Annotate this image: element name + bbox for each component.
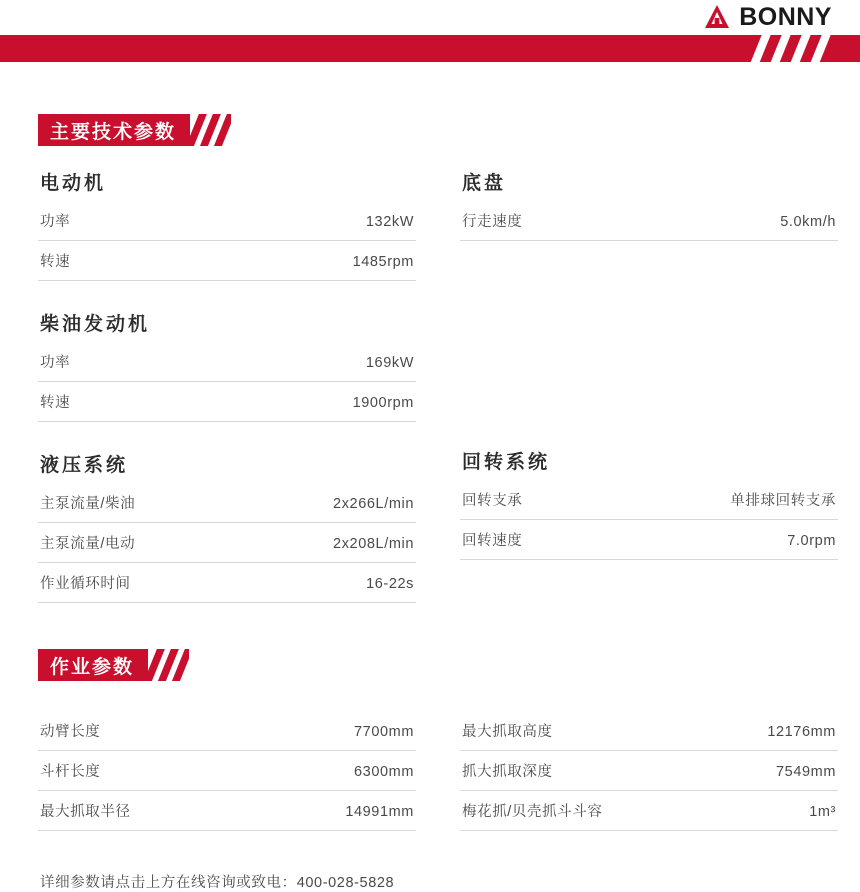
banner-slash-decoration — [148, 649, 189, 681]
spec-value: 7700mm — [353, 724, 414, 740]
spec-label: 斗杆长度 — [40, 764, 101, 780]
table-row — [460, 201, 838, 241]
table-row — [38, 751, 416, 791]
spec-label: 抓大抓取深度 — [462, 764, 553, 780]
spec-value: 2x208L/min — [333, 536, 414, 552]
group-title-chassis: 底盘 — [462, 173, 507, 194]
banner-slash-decoration — [190, 114, 231, 146]
table-row — [38, 241, 416, 281]
section-1-columns — [38, 168, 836, 603]
spec-value: 7.0rpm — [787, 533, 836, 549]
spec-label: 回转支承 — [462, 493, 523, 509]
spec-label: 最大抓取高度 — [462, 724, 553, 740]
spec-value: 2x266L/min — [333, 496, 414, 512]
footer-note: 详细参数请点击上方在线咨询或致电：400-028-5828 — [40, 875, 395, 891]
spec-value: 6300mm — [353, 764, 414, 780]
spec-label: 功率 — [40, 214, 71, 230]
spec-label: 主泵流量/柴油 — [40, 496, 136, 512]
spec-value: 132kW — [365, 214, 414, 230]
spec-label: 行走速度 — [462, 214, 523, 230]
table-row — [460, 711, 838, 751]
section-2-columns — [38, 711, 836, 831]
table-row — [38, 563, 416, 603]
section-2-banner-wrap — [38, 649, 822, 681]
table-row — [38, 382, 416, 422]
spec-value: 单排球回转支承 — [730, 493, 836, 509]
spec-label: 功率 — [40, 355, 71, 371]
section-2-left-column — [38, 711, 416, 831]
table-row — [460, 751, 838, 791]
spec-label: 回转速度 — [462, 533, 523, 549]
spec-content — [0, 62, 860, 892]
table-row — [460, 520, 838, 560]
spec-label: 梅花抓/贝壳抓斗斗容 — [462, 804, 603, 820]
spec-label: 最大抓取半径 — [40, 804, 131, 820]
group-title-diesel-engine: 柴油发动机 — [40, 314, 151, 335]
table-row — [38, 711, 416, 751]
spec-label: 转速 — [40, 395, 71, 411]
spec-label: 主泵流量/电动 — [40, 536, 136, 552]
section-2-banner-label: 作业参数 — [50, 656, 135, 678]
table-row — [38, 483, 416, 523]
brand-logo — [704, 0, 832, 34]
section-1-left-column — [38, 168, 416, 603]
spec-value: 1485rpm — [352, 254, 414, 270]
header-slash-decoration — [750, 35, 840, 62]
header-red-bar — [0, 35, 860, 62]
section-2-banner — [38, 649, 148, 681]
table-row — [460, 480, 838, 520]
table-row — [38, 523, 416, 563]
section-1-banner-label: 主要技术参数 — [50, 121, 177, 143]
spec-value: 14991mm — [345, 804, 414, 820]
table-row — [460, 791, 838, 831]
page-header — [0, 0, 860, 62]
group-title-swing-system: 回转系统 — [462, 452, 551, 473]
spec-value: 1m³ — [809, 804, 836, 820]
spec-value: 5.0km/h — [780, 214, 836, 230]
spec-value: 16-22s — [366, 576, 414, 592]
triangle-mark-icon — [704, 4, 730, 30]
table-row — [38, 791, 416, 831]
table-row — [38, 201, 416, 241]
section-1-right-column — [460, 168, 838, 603]
section-1-banner — [38, 114, 190, 146]
section-2-right-column — [460, 711, 838, 831]
group-title-hydraulic-system: 液压系统 — [40, 455, 129, 476]
table-row — [38, 342, 416, 382]
group-title-motor: 电动机 — [40, 173, 107, 194]
spec-value: 7549mm — [775, 764, 836, 780]
spec-label: 作业循环时间 — [40, 576, 131, 592]
brand-name: BONNY — [739, 2, 832, 31]
spec-value: 12176mm — [767, 724, 836, 740]
spec-label: 转速 — [40, 254, 71, 270]
spec-value: 169kW — [365, 355, 414, 371]
section-1-banner-wrap — [38, 114, 822, 146]
spec-label: 动臂长度 — [40, 724, 101, 740]
spec-value: 1900rpm — [352, 395, 414, 411]
